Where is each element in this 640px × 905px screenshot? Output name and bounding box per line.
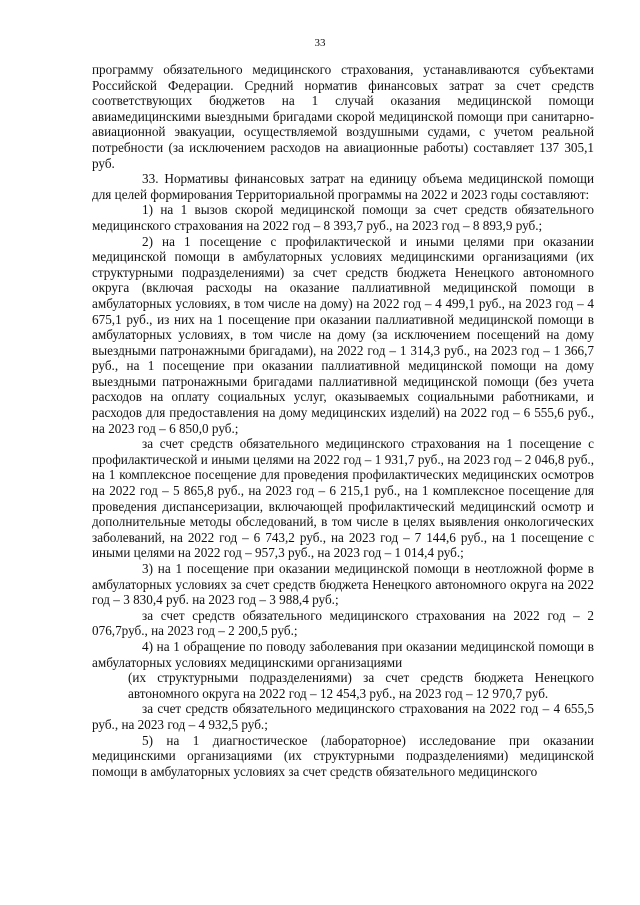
paragraph-oms-appeals: за счет средств обязательного медицинского страхования на 2022 год – 4 655,5 руб., на 2023 год – 4 932,5 руб.; xyxy=(92,701,594,732)
paragraph-subitem-2: 2) на 1 посещение с профилактической и иными целями при оказании медицинской помощи в амбулаторных условиях медицинскими организациями (их структурными подразделениями) за счет средств бюджета Ненецкого автономного округа (включая расходы на оказание паллиативной медицинской помощи в амбулаторных условиях, в том числе на дому) на 2022 год – 4 499,1 руб., на 2023 год – 4 675,1 руб., из них на 1 посещение при оказании паллиативной медицинской помощи в амбулаторных условиях, в том числе на дому (за исключением посещений на дому выездными патронажными бригадами), на 2022 год – 1 314,3 руб., на 2023 год – 1 366,7 руб., на 1 посещение при оказании паллиативной медицинской помощи на дому выездными патронажными бригадами паллиативной медицинской помощи (без учета расходов на оплату социальных услуг, оказываемых социальными работниками, и расходов для предоставления на дому медицинских изделий) на 2022 год – 6 555,6 руб., на 2023 год – 6 850,0 руб.; xyxy=(92,233,594,436)
paragraph-subitem-4-continued: (их структурными подразделениями) за счет средств бюджета Ненецкого автономного округа на 2022 год – 12 454,3 руб., на 2023 год – 12 970,7 руб. xyxy=(128,670,594,701)
paragraph-subitem-5: 5) на 1 диагностическое (лабораторное) исследование при оказании медицинскими организациями (их структурными подразделениями) медицинской помощи в амбулаторных условиях за счет средств обязательного медицинского xyxy=(92,732,594,779)
paragraph-subitem-3: 3) на 1 посещение при оказании медицинской помощи в неотложной форме в амбулаторных условиях за счет средств бюджета Ненецкого автономного округа на 2022 год – 3 830,4 руб. на 2023 год – 3 988,4 руб.; xyxy=(92,561,594,608)
paragraph-item-33: 33. Нормативы финансовых затрат на единицу объема медицинской помощи для целей формирования Территориальной программы на 2022 и 2023 годы составляют: xyxy=(92,171,594,202)
paragraph-continuation: программу обязательного медицинского страхования, устанавливаются субъектами Российской Федерации. Средний норматив финансовых затрат за счет средств соответствующих бюджетов на 1 случай оказания медицинской помощи авиамедицинскими выездными бригадами скорой медицинской помощи при санитарно-авиационной эвакуации, осуществляемой воздушными судами, с учетом реальной потребности (за исключением расходов на авиационные работы) составляет 137 305,1 руб. xyxy=(92,62,594,171)
paragraph-subitem-1: 1) на 1 вызов скорой медицинской помощи за счет средств обязательного медицинского страхования на 2022 год – 8 393,7 руб., на 2023 год – 8 893,9 руб.; xyxy=(92,202,594,233)
page-number: 33 xyxy=(314,37,326,49)
paragraph-subitem-4: 4) на 1 обращение по поводу заболевания при оказании медицинской помощи в амбулаторных условиях медицинскими организациями xyxy=(92,638,594,670)
paragraph-oms-urgent: за счет средств обязательного медицинского страхования на 2022 год – 2 076,7руб., на 2023 год – 2 200,5 руб.; xyxy=(92,607,594,639)
document-body xyxy=(92,62,594,779)
paragraph-oms-visits: за счет средств обязательного медицинского страхования на 1 посещение с профилактической и иными целями на 2022 год – 1 931,7 руб., на 2023 год – 2 046,8 руб., на 1 комплексное посещение для проведения профилактических медицинских осмотров на 2022 год – 5 865,8 руб., на 2023 год – 6 215,1 руб., на 1 комплексное посещение для проведения диспансеризации, включающей профилактический медицинский осмотр и дополнительные методы обследований, в том числе в целях выявления онкологических заболеваний, на 2022 год – 6 743,2 руб., на 2023 год – 7 144,6 руб., на 1 посещение с иными целями на 2022 год – 957,3 руб., на 2023 год – 1 014,4 руб.; xyxy=(92,436,594,561)
